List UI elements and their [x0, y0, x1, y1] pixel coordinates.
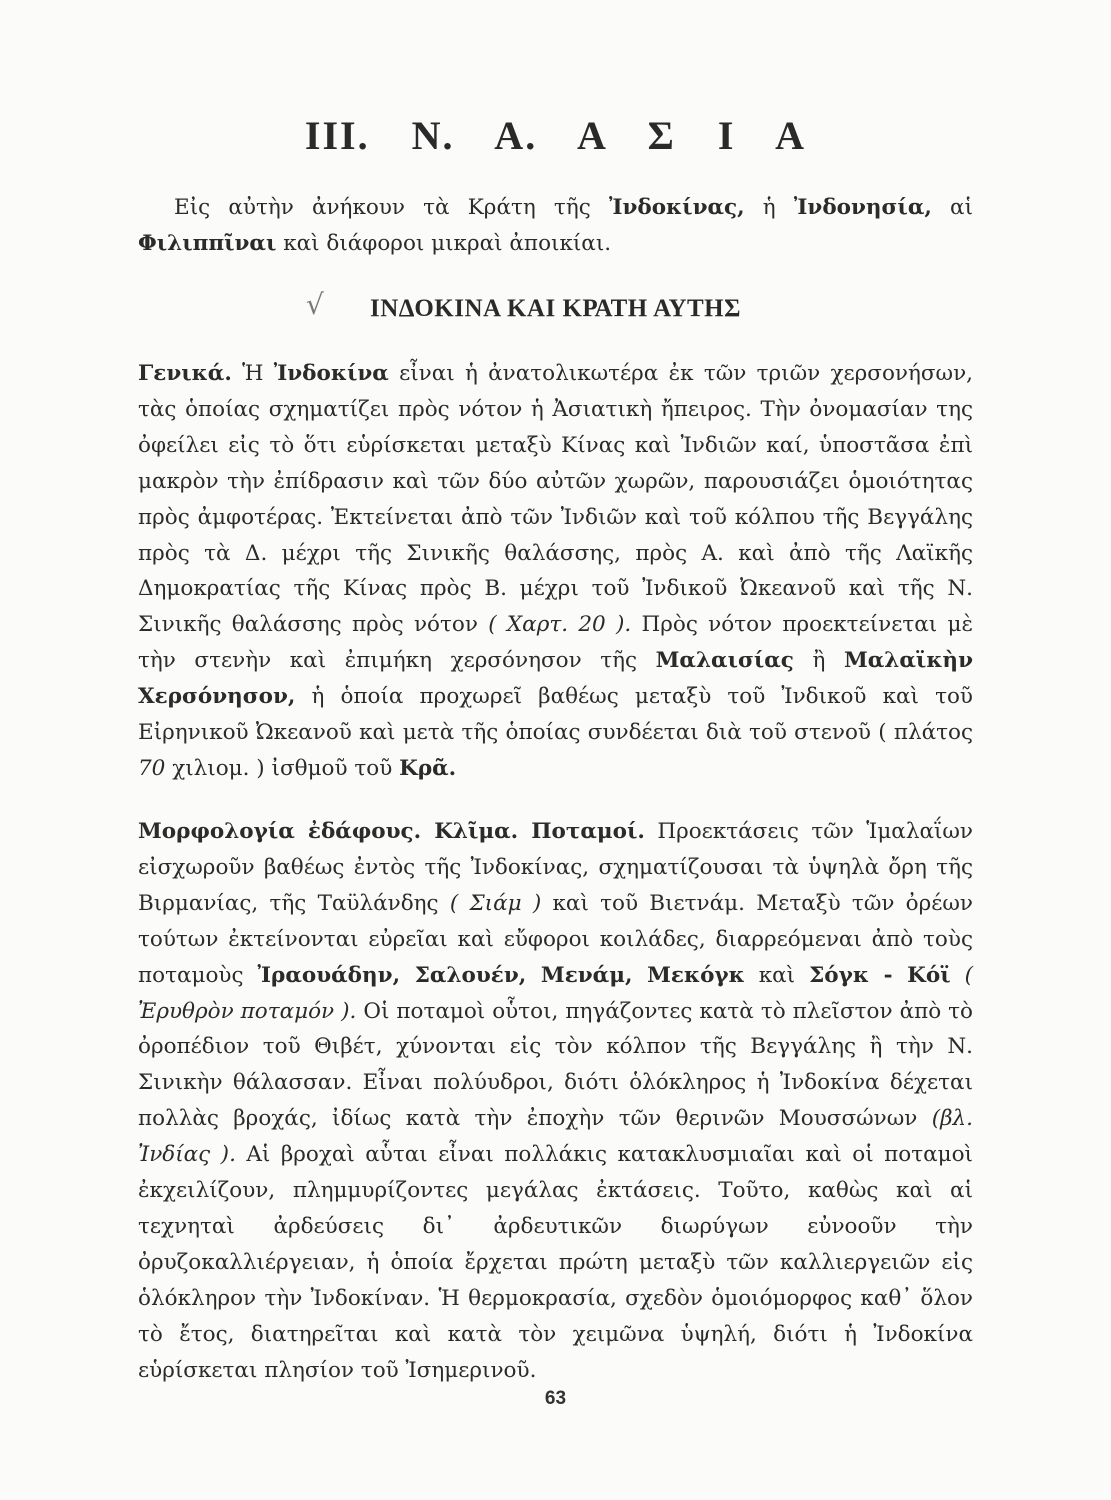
- term-indochina: Ἰνδοκίνα: [273, 361, 389, 386]
- intro-term-philippines: Φιλιππῖναι: [138, 230, 277, 256]
- paragraph-text: ἢ: [793, 648, 844, 674]
- siam-note: ( Σιάμ ): [449, 890, 542, 916]
- paragraph-text: καὶ: [744, 962, 810, 988]
- term-kra: Κρᾶ.: [399, 755, 457, 781]
- intro-text: αἱ: [931, 195, 973, 220]
- chapter-title: III. Ν. Α. Α Σ Ι Α: [304, 113, 807, 158]
- paragraph-text: Προεκτάσεις τῶν Ἱμαλαΐων εἰσχωροῦν βαθέως ἐντὸς τῆς Ἰνδοκίνας, σχηματίζουσαι τὰ ὑψηλὰ ὄρη τῆς Βιρμανίας, τῆς Ταϋλάνδης: [138, 819, 973, 916]
- map-reference: ( Χαρτ. 20 ).: [488, 612, 632, 638]
- paragraph-text: Οἱ ποταμοὶ οὗτοι, πηγάζοντες κατὰ τὸ πλεῖστον ἀπὸ τὸ ὀροπέδιον τοῦ Θιβέτ, χύνονται εἰς τὸν κόλπον τῆς Βεγγάλης ἢ τὴν Ν. Σινικὴν θάλασσαν. Εἶναι πολύυδροι, διότι ὁλόκληρος ἡ Ἰνδοκίνα δέχεται πολλὰς βροχάς, ἰδίως κατὰ τὴν ἐποχὴν τῶν θερινῶν Μουσσώνων: [138, 998, 973, 1132]
- intro-term-indonesia: Ἰνδονησία,: [793, 195, 932, 220]
- term-rivers: Ἰραουάδην, Σαλουέν, Μενάμ, Μεκόγκ: [257, 962, 745, 988]
- paragraph-text: [951, 963, 965, 988]
- paragraph-text: Ἡ: [231, 361, 274, 386]
- term-malay-peninsula: Μαλαϊκὴν Χερσόνησον,: [138, 648, 973, 710]
- paragraph-text: εἶναι ἡ ἀνατολικωτέρα ἐκ τῶν τριῶν χερσονήσων, τὰς ὁποίας σχηματίζει πρὸς νότον ἡ Ἀσιατικὴ ἤπειρος. Τὴν ὀνομασίαν της ὀφείλει εἰς τὸ ὅτι εὑρίσκεται μεταξὺ Κίνας καὶ Ἰνδιῶν καί, ὑποστᾶσα ἐπὶ μακρὸν τὴν ἐπίδρασιν καὶ τῶν δύο αὐτῶν χωρῶν, παρουσιάζει ὁμοιότητας πρὸς ἀμφοτέρας. Ἐκτείνεται ἀπὸ τῶν Ἰνδιῶν καὶ τοῦ κόλπου τῆς Βεγγάλης πρὸς τὰ Δ. μέχρι τῆς Σινικῆς θαλάσσης, πρὸς Α. καὶ ἀπὸ τῆς Λαϊκῆς Δημοκρατίας τῆς Κίνας πρὸς Β. μέχρι τοῦ Ἰνδικοῦ Ὠκεανοῦ καὶ τῆς Ν. Σινικῆς θαλάσσης πρὸς νότον: [138, 361, 973, 638]
- paragraph-text: Πρὸς νότον προεκτείνεται μὲ τὴν στενὴν καὶ ἐπιμήκη χερσόνησον τῆς: [138, 612, 973, 674]
- red-river-note: ( Ἐρυθρὸν ποταμόν ).: [138, 962, 973, 1024]
- paragraph-text: χιλιομ. ) ἰσθμοῦ τοῦ: [165, 755, 400, 781]
- paragraph-text: ἡ ὁποία προχωρεῖ βαθέως μεταξὺ τοῦ Ἰνδικοῦ καὶ τοῦ Εἰρηνικοῦ Ὠκεανοῦ καὶ μετὰ τῆς ὁποίας συνδέεται διὰ τοῦ στενοῦ ( πλάτος: [138, 684, 973, 746]
- paragraph-lead: Μορφολογία ἐδάφους. Κλῖμα. Ποταμοί.: [138, 819, 645, 844]
- intro-text: ἡ: [744, 195, 794, 220]
- intro-text: Εἰς αὐτὴν ἀνήκουν τὰ Κράτη τῆς: [174, 195, 609, 220]
- intro-term-indochina: Ἰνδοκίνας,: [608, 195, 745, 220]
- paragraph-text: καὶ τοῦ Βιετνάμ. Μεταξὺ τῶν ὀρέων τούτων ἐκτείνονται εὐρεῖαι καὶ εὔφοροι κοιλάδες, διαρρεόμεναι ἀπὸ τοὺς ποταμοὺς: [138, 890, 973, 988]
- section-heading: ΙΝΔΟΚΙΝΑ ΚΑΙ ΚΡΑΤΗ ΑΥΤΗΣ: [370, 295, 741, 322]
- intro-paragraph: [138, 190, 973, 261]
- paragraph-morphology: [138, 814, 973, 1389]
- page-number: 63: [544, 1388, 567, 1409]
- term-malaysia: Μαλαισίας: [655, 648, 794, 674]
- intro-text: καὶ διάφοροι μικραὶ ἀποικίαι.: [276, 230, 612, 256]
- handwritten-check-mark: √: [306, 288, 324, 321]
- width-value: 70: [138, 755, 166, 781]
- india-reference: (βλ. Ἰνδίας ).: [138, 1106, 973, 1168]
- paragraph-lead: Γενικά.: [138, 361, 232, 386]
- paragraph-text: Αἱ βροχαὶ αὗται εἶναι πολλάκις κατακλυσμιαῖαι καὶ οἱ ποταμοὶ ἐκχειλίζουν, πλημμυρίζοντες μεγάλας ἐκτάσεις. Τοῦτο, καθὼς καὶ αἱ τεχνηταὶ ἀρδεύσεις δι᾽ ἀρδευτικῶν διωρύγων εὐνοοῦν τὴν ὀρυζοκαλλιέργειαν, ἡ ὁποία ἔρχεται πρώτη μεταξὺ τῶν καλλιεργειῶν εἰς ὁλόκληρον τὴν Ἰνδοκίναν. Ἡ θερμοκρασία, σχεδὸν ὁμοιόμορφος καθ᾽ ὅλον τὸ ἔτος, διατηρεῖται καὶ κατὰ τὸν χειμῶνα ὑψηλή, διότι ἡ Ἰνδοκίνα εὑρίσκεται πλησίον τοῦ Ἰσημερινοῦ.: [138, 1142, 973, 1383]
- paragraph-general: [138, 356, 973, 787]
- term-song-koi: Σόγκ - Κόϊ: [809, 962, 951, 988]
